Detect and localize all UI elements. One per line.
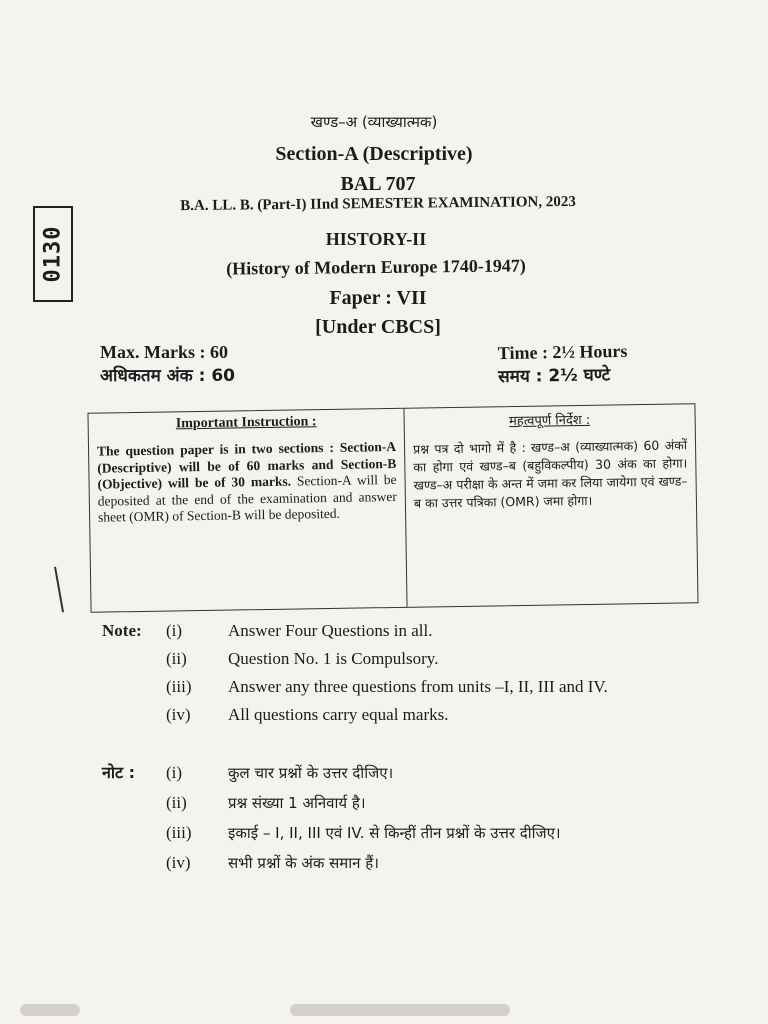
note-text-hindi: प्रश्न संख्या 1 अनिवार्य है। — [228, 794, 366, 812]
note-item — [102, 645, 678, 673]
note-text-hindi: सभी प्रश्नों के अंक समान हैं। — [228, 854, 379, 872]
note-text: Question No. 1 is Compulsory. — [228, 649, 439, 668]
note-text-hindi: कुल चार प्रश्नों के उत्तर दीजिए। — [228, 764, 394, 782]
note-item — [102, 673, 678, 701]
note-item — [102, 818, 678, 848]
instruction-heading-english: Important Instruction : — [175, 414, 317, 432]
subject-subtitle: (History of Modern Europe 1740-1947) — [226, 255, 526, 279]
note-item — [102, 758, 678, 788]
instruction-text-english-bold: The question paper is in two sections : Section-A (Descriptive) will be of 60 marks and Section-B (Objective) will be of 30 marks. — [96, 438, 397, 492]
paper-code: 0130 — [40, 225, 66, 283]
note-item — [102, 617, 678, 645]
note-item — [102, 701, 678, 729]
max-marks-english: Max. Marks : 60 — [100, 342, 228, 362]
note-number: (iii) — [166, 677, 192, 696]
note-text: All questions carry equal marks. — [228, 705, 449, 724]
instruction-hindi — [404, 404, 697, 607]
note-text: Answer any three questions from units –I, II, III and IV. — [228, 677, 608, 696]
section-title-hindi: खण्ड–अ (व्याख्यात्मक) — [310, 113, 438, 131]
note-text-hindi: इकाई – I, II, III एवं IV. से किन्हीं तीन प्रश्नों के उत्तर दीजिए। — [228, 824, 561, 842]
note-number: (i) — [166, 621, 183, 640]
section-title: Section-A (Descriptive) — [275, 143, 473, 165]
instruction-heading-hindi: महत्वपूर्ण निर्देश : — [508, 412, 591, 430]
time-english: Time : 2½ Hours — [497, 340, 628, 364]
course-code: BAL 707 — [340, 173, 416, 195]
max-marks — [100, 340, 235, 388]
instruction-text-english — [97, 439, 397, 526]
paper-code-box — [33, 206, 73, 302]
bottom-smudge — [20, 1004, 80, 1016]
instruction-text-hindi: प्रश्न पत्र दो भागो में है : खण्ड–अ (व्याख्यात्मक) 60 अंकों का होगा एवं खण्ड–ब (बहुविकल्पीय) 30 अंक का होगा। खण्ड–अ परीक्षा के अन्त में जमा कर लिया जायेगा एवं खण्ड–ब का उत्तर पत्रिका (OMR) जमा होगा। — [412, 437, 688, 511]
note-number: (i) — [166, 763, 183, 782]
subject-title: HISTORY-II — [325, 229, 427, 249]
instruction-text-english-rest: Section-A will be deposited at the end of the examination and answer sheet (OMR) of Section-B will be deposited. — [97, 471, 397, 525]
bottom-smudge — [290, 1004, 510, 1016]
exam-title: B.A. LL. B. (Part-I) IInd SEMESTER EXAMINATION, 2023 — [180, 193, 576, 215]
paper-number: Faper : VII — [329, 287, 427, 309]
note-number: (iii) — [166, 823, 192, 842]
scheme-label: [Under CBCS] — [315, 316, 441, 338]
note-number: (ii) — [166, 793, 187, 812]
note-number: (iv) — [166, 853, 191, 872]
instruction-english — [88, 409, 407, 612]
max-marks-hindi: अधिकतम अंक : 60 — [100, 366, 236, 386]
note-item — [102, 788, 678, 818]
note-item — [102, 848, 678, 878]
instruction-box — [87, 403, 698, 613]
pen-mark — [54, 566, 70, 613]
note-number: (ii) — [166, 649, 187, 668]
time-allowed — [498, 339, 628, 389]
time-hindi: समय : 2½ घण्टे — [498, 365, 611, 388]
note-text: Answer Four Questions in all. — [228, 621, 433, 640]
notes-hindi — [102, 758, 678, 878]
note-label-hindi: नोट : — [102, 763, 136, 782]
note-number: (iv) — [166, 705, 191, 724]
notes-english — [102, 617, 678, 729]
note-label: Note: — [102, 621, 142, 640]
